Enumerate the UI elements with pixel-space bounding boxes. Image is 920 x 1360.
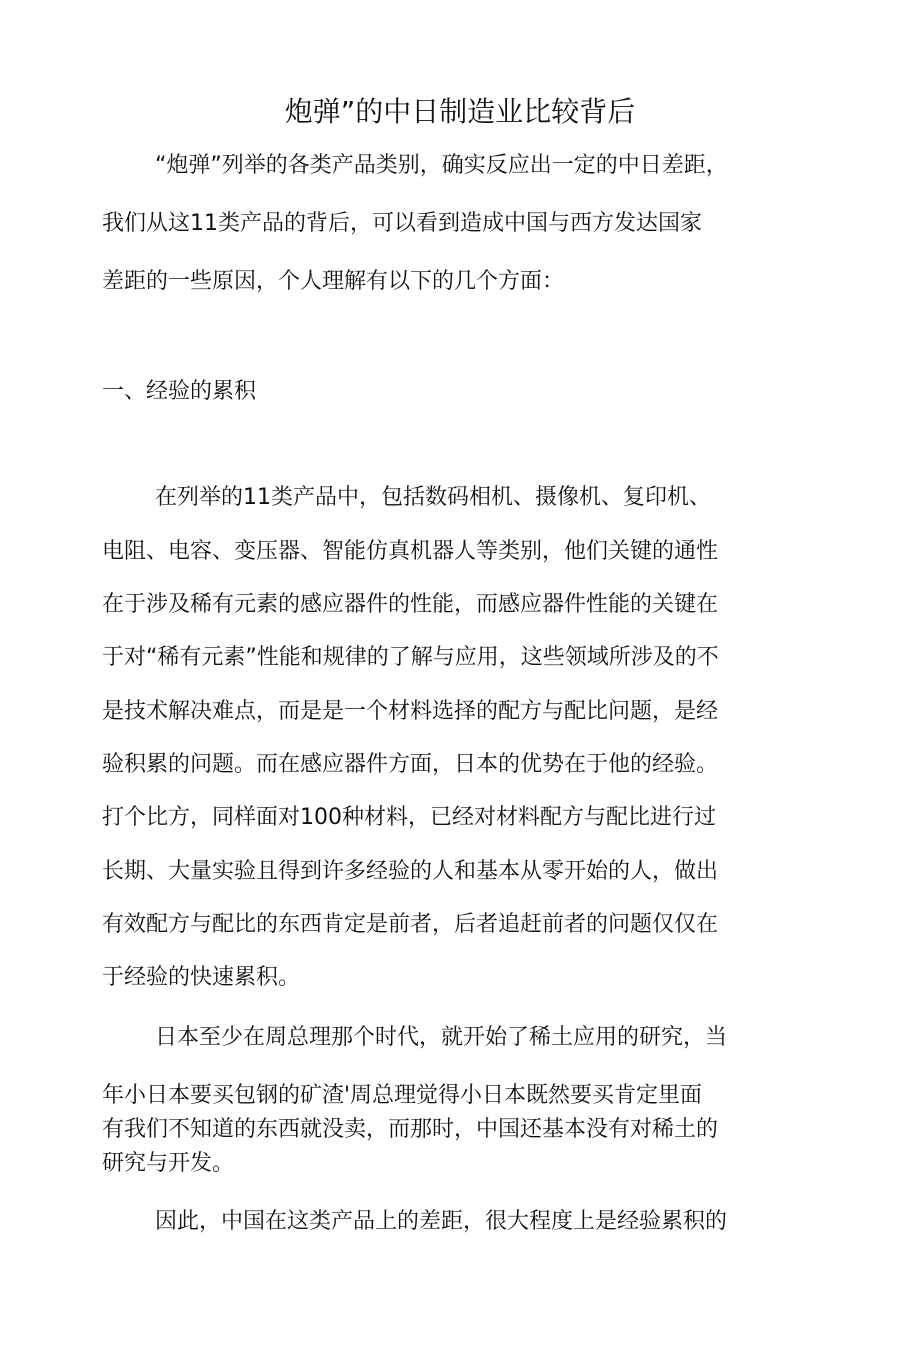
intro-line-2: 我们从这11类产品的背后，可以看到造成中国与西方发达国家: [102, 211, 702, 236]
document-title: 炮弹”的中日制造业比较背后: [284, 95, 636, 128]
paragraph2-line-3: 有我们不知道的东西就没卖，而那时，中国还基本没有对稀土的: [102, 1117, 719, 1142]
intro-line-1: “炮弹”列举的各类产品类别，确实反应出一定的中日差距，: [155, 153, 728, 178]
paragraph1-line-10: 于经验的快速累积。: [102, 965, 301, 990]
paragraph1-line-3: 在于涉及稀有元素的感应器件的性能，而感应器件性能的关键在: [102, 592, 719, 617]
paragraph2-line-1: 日本至少在周总理那个时代，就开始了稀土应用的研究，当: [155, 1025, 728, 1050]
paragraph2-line-2: 年小日本要买包钢的矿渣'周总理觉得小日本既然要买肯定里面: [102, 1083, 703, 1108]
paragraph1-line-9: 有效配方与配比的东西肯定是前者，后者追赶前者的问题仅仅在: [102, 912, 719, 937]
paragraph1-line-5: 是技术解决难点，而是是一个材料选择的配方与配比问题，是经: [102, 699, 719, 724]
paragraph2-line-4: 研究与开发。: [102, 1151, 235, 1176]
paragraph1-line-2: 电阻、电容、变压器、智能仿真机器人等类别，他们关键的通性: [102, 539, 719, 564]
paragraph1-line-6: 验积累的问题。而在感应器件方面，日本的优势在于他的经验。: [102, 752, 719, 777]
paragraph3-line-1: 因此，中国在这类产品上的差距，很大程度上是经验累积的: [155, 1209, 728, 1234]
paragraph1-line-1: 在列举的11类产品中，包括数码相机、摄像机、复印机、: [155, 485, 711, 510]
paragraph1-line-7: 打个比方，同样面对100种材料，已经对材料配方与配比进行过: [102, 805, 716, 830]
section-heading: 一、经验的累积: [102, 379, 257, 404]
paragraph1-line-8: 长期、大量实验且得到许多经验的人和基本从零开始的人，做出: [102, 859, 719, 884]
intro-line-3: 差距的一些原因，个人理解有以下的几个方面：: [102, 269, 565, 294]
paragraph1-line-4: 于对“稀有元素”性能和规律的了解与应用，这些领域所涉及的不: [102, 645, 719, 670]
